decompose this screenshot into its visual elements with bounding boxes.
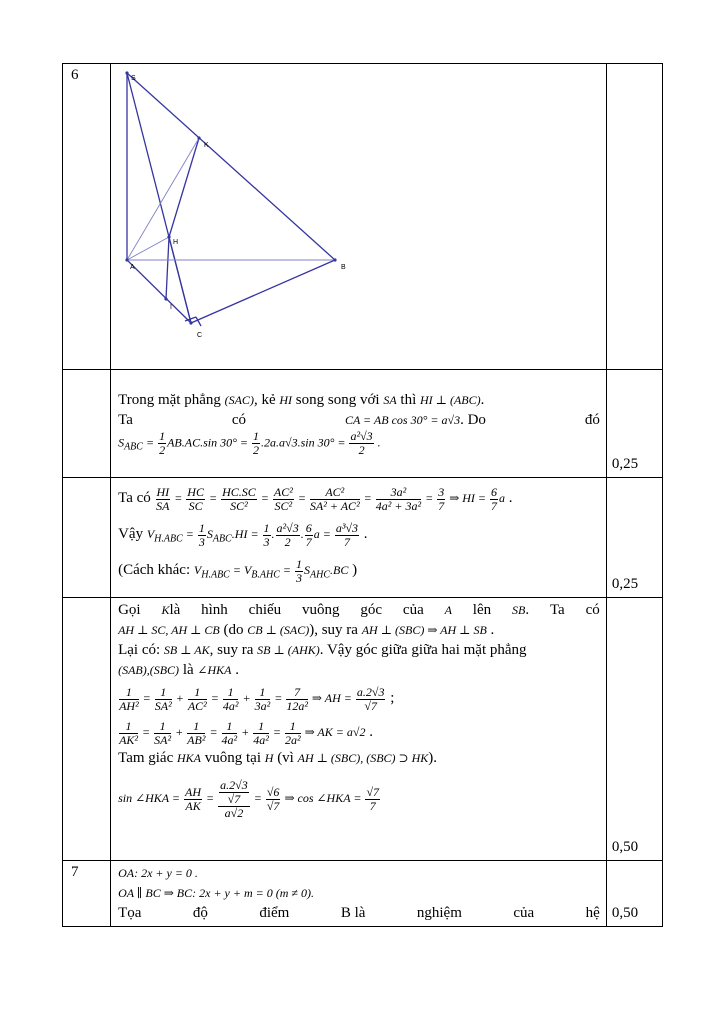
formula-line: Vậy $V_{H.ABC}$ = $\frac{1}{3}$ $S_{ABC}.HI$ = $\frac{1}{3}$ . $\frac{\text{a²√3}}{2}$ . $\frac{6}{7}$ a = $\frac{\text{a³√3}}{7}$ .: [118, 520, 368, 549]
text-line: Ta có CA = AB cos 30° = a√3. Do đó: [118, 412, 600, 428]
label-k: K: [204, 142, 209, 149]
text-line: Tọa độ điểm B là nghiệm của hệ: [118, 905, 600, 921]
text-line: Lại có: SB ⊥ AK, suy ra SB ⊥ (AHK). Vậy góc giữa giữa hai mặt phẳng: [118, 642, 527, 658]
formula-line: OA ∥ BC ⇒ BC: 2x + y + m = 0 (m ≠ 0).: [118, 886, 314, 900]
table-row: [63, 478, 663, 598]
formula-line: $S_{ABC}$ = $\frac{1}{2}$ AB.AC.sin 30° = $\frac{1}{2}$ .2a.a√3.sin 30° = $\frac{\text{a²√3}}{2}$ .: [118, 429, 381, 457]
score-value: 0,50: [606, 861, 662, 927]
formula-line: OA: 2x + y = 0 .: [118, 866, 198, 880]
formula-line: $\frac{1}{\text{AK²}}$ = $\frac{1}{\text{SA²}}$ + $\frac{1}{\text{AB²}}$ = $\frac{1}{\text{4a²}}$ + $\frac{1}{\text{4a²}}$ = $\frac{1}{\text{2a²}}$ ⇒ AK = a√2 .: [119, 718, 373, 747]
text-line: Tam giác HKA vuông tại H (vì AH ⊥ (SBC), (SBC) ⊃ HK).: [118, 750, 438, 766]
text-line: AH ⊥ SC, AH ⊥ CB (do CB ⊥ (SAC)), suy ra AH ⊥ (SBC) ⇒ AH ⊥ SB .: [118, 622, 495, 638]
formula-line: $\frac{1}{\text{AH²}}$ = $\frac{1}{\text{SA²}}$ + $\frac{1}{\text{AC²}}$ = $\frac{1}{\text{4a²}}$ + $\frac{1}{\text{3a²}}$ = $\frac{7}{\text{12a²}}$ ⇒ AH = $\frac{a.2√3}{√7}$ ;: [119, 684, 395, 713]
label-b: B: [341, 264, 346, 271]
geometry-figure: [111, 64, 606, 364]
solution-step: [111, 861, 607, 927]
table-row: [63, 64, 663, 370]
score-value: 0,25: [606, 370, 662, 478]
text-line: (SAB),(SBC) là ∠HKA .: [118, 662, 239, 678]
score-value: 0,50: [606, 598, 662, 861]
solution-table: [62, 63, 663, 927]
score-cell: [606, 64, 662, 370]
solution-step: [111, 478, 607, 598]
formula-line: sin ∠HKA = $\frac{AH}{AK}$ = $\frac{\frac{a.2√3}{√7}}{a√2}$ = $\frac{√6}{√7}$ ⇒ cos ∠HKA = $\frac{√7}{7}$: [118, 777, 380, 820]
label-c: C: [197, 332, 203, 339]
solution-step: [111, 598, 607, 861]
label-a: A: [130, 264, 135, 271]
label-h: H: [173, 239, 179, 246]
formula-line: (Cách khác: $V_{H.ABC} = V_{B.AHC}$ = $\frac{1}{3}$ $S_{AHC}.BC$ ): [118, 556, 358, 585]
problem-number: 7: [63, 861, 111, 927]
score-value: 0,25: [606, 478, 662, 598]
problem-number: 6: [63, 64, 111, 370]
figure-cell: [111, 64, 607, 370]
solution-step: [111, 370, 607, 478]
table-row: [63, 861, 663, 927]
text-line: Trong mặt phẳng (SAC), kẻ HI song song với SA thì HI ⊥ (ABC).: [118, 392, 485, 408]
formula-line: Ta có $\frac{HI}{SA}$ = $\frac{HC}{SC}$ = $\frac{HC.SC}{\text{SC²}}$ = $\frac{\text{AC²}}{\text{SC²}}$ = $\frac{\text{AC²}}{\text{SA² + AC²}}$ = $\frac{\text{3a²}}{\text{4a² + 3a²}}$ = $\frac{3}{7}$ ⇒ HI = $\frac{6}{7}$ a .: [118, 484, 513, 513]
label-s: S: [131, 75, 136, 82]
label-i: I: [170, 304, 173, 311]
text-line: Gọi Klà hình chiếu vuông góc của A lên SB. Ta có: [118, 602, 600, 618]
table-row: [63, 598, 663, 861]
table-row: [63, 370, 663, 478]
